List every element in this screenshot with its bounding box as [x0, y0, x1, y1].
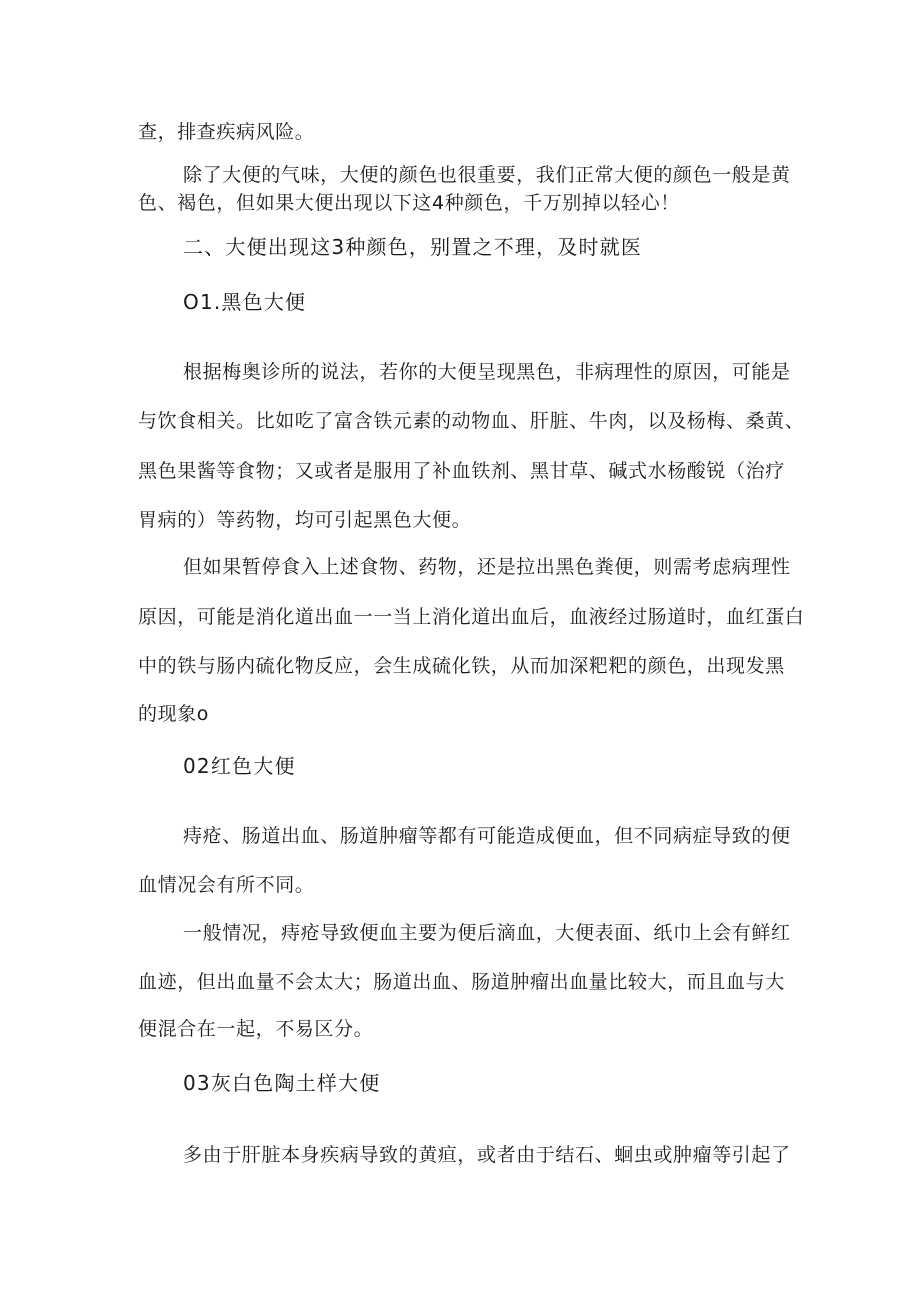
paragraph-line: 多由于肝脏本身疾病导致的黄疸，或者由于结石、蛔虫或肿瘤等引起了: [183, 1144, 791, 1166]
paragraph-line: 血迹，但出血量不会太大；肠道出血、肠道肿瘤出血量比较大，而且血与大: [138, 971, 785, 993]
paragraph-line: 但如果暂停食入上述食物、药物，还是拉出黑色粪便，则需考虑病理性: [183, 556, 791, 578]
subsection-heading-red: 02红色大便: [183, 754, 296, 778]
paragraph-line: 除了大便的气味，大便的颜色也很重要，我们正常大便的颜色一般是黄: [183, 164, 791, 186]
paragraph-line: 查，排查疾病风险。: [138, 121, 315, 143]
paragraph-line: 中的铁与肠内硫化物反应，会生成硫化铁，从而加深粑粑的颜色，出现发黑: [138, 655, 785, 677]
paragraph-line: 胃病的）等药物，均可引起黑色大便。: [138, 509, 472, 531]
paragraph-line: 一般情况，痔疮导致便血主要为便后滴血，大便表面、纸巾上会有鲜红: [183, 922, 791, 944]
section-heading: 二、大便出现这3种颜色，别置之不理，及时就医: [183, 235, 643, 259]
paragraph-line: 黑色果酱等食物；又或者是服用了补血铁剂、黑甘草、碱式水杨酸锐（治疗: [138, 460, 785, 482]
paragraph-line: 的现象o: [138, 703, 210, 725]
paragraph-line: 根据梅奥诊所的说法，若你的大便呈现黑色，非病理性的原因，可能是: [183, 361, 791, 383]
subsection-heading-gray: 03灰白色陶土样大便: [183, 1071, 381, 1095]
paragraph-line: 痔疮、肠道出血、肠道肿瘤等都有可能造成便血，但不同病症导致的便: [183, 825, 791, 847]
paragraph-line: 便混合在一起，不易区分。: [138, 1018, 374, 1040]
paragraph-line: 原因，可能是消化道出血一一当上消化道出血后，血液经过肠道时，血红蛋白: [138, 606, 805, 628]
paragraph-line: 色、褐色，但如果大便出现以下这4种颜色，千万别掉以轻心！: [138, 192, 680, 214]
subsection-heading-black: O1.黑色大便: [183, 290, 307, 314]
paragraph-line: 血情况会有所不同。: [138, 874, 315, 896]
paragraph-line: 与饮食相关。比如吃了富含铁元素的动物血、肝脏、牛肉，以及杨梅、桑黄、: [138, 410, 805, 432]
